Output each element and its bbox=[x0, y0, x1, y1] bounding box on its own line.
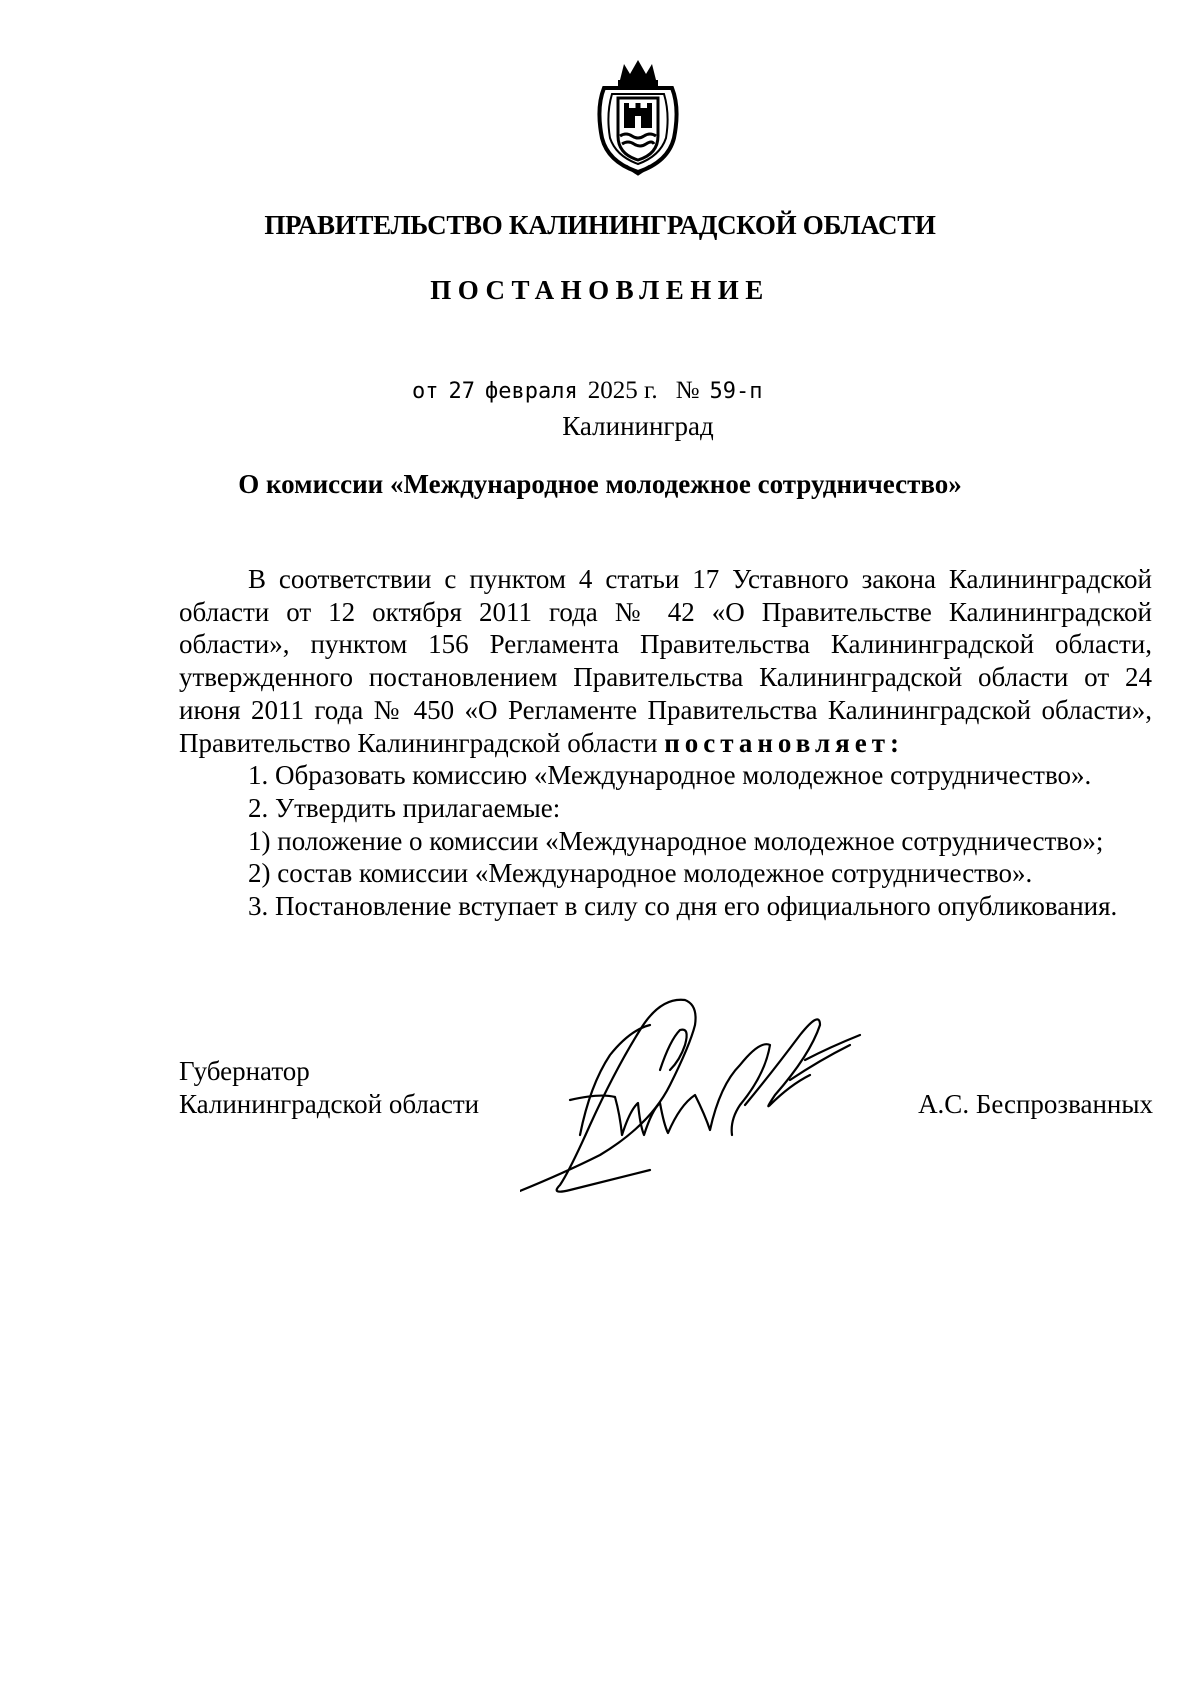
signatory-title-line1: Губернатор bbox=[179, 1056, 310, 1086]
list-item: 2) состав комиссии «Международное молодежное сотрудничество». bbox=[248, 858, 1033, 889]
signatory-title-line2: Калининградской области bbox=[179, 1088, 480, 1119]
document-type: ПОСТАНОВЛЕНИЕ bbox=[430, 275, 770, 305]
date-year: 2025 г. bbox=[587, 377, 658, 404]
intro-text: В соответствии с пунктом 4 статьи 17 Уставного закона Калининградской области от 12 октября 2011 года № 42 «О Правительстве Калининградской области», пунктом 156 Регламента Правительства Калининградской области, утвержденного постановлением Правительства Калининградской области от 24 июня 2011 года № 450 «О Регламенте Правительства Калининградской области», Правительство Калининградской области bbox=[179, 564, 1152, 758]
city: Калининград bbox=[562, 411, 714, 441]
list-item: 1) положение о комиссии «Международное молодежное сотрудничество»; bbox=[248, 825, 1104, 856]
document-number: 59-п bbox=[709, 379, 763, 404]
date-month: февраля bbox=[485, 379, 578, 404]
kaliningrad-coat-of-arms-icon bbox=[590, 58, 686, 176]
date-day: 27 bbox=[448, 379, 475, 404]
signatory-name: А.С. Беспрозванных bbox=[918, 1089, 1153, 1119]
date-line bbox=[412, 377, 763, 405]
document-body bbox=[179, 563, 1152, 923]
date-prefix: от bbox=[412, 379, 439, 404]
document-subject: О комиссии «Международное молодежное сотрудничество» bbox=[238, 469, 962, 499]
resolves-word: постановляет: bbox=[664, 727, 904, 758]
list-item: 1. Образовать комиссию «Международное молодежное сотрудничество». bbox=[248, 760, 1092, 791]
number-sign: № bbox=[675, 377, 700, 404]
list-item: 2. Утвердить прилагаемые: bbox=[248, 792, 561, 823]
intro-paragraph bbox=[179, 563, 1152, 759]
government-title: ПРАВИТЕЛЬСТВО КАЛИНИНГРАДСКОЙ ОБЛАСТИ bbox=[264, 210, 936, 240]
handwritten-signature-icon bbox=[520, 985, 920, 1215]
signatory-title bbox=[179, 1055, 479, 1120]
list-item: 3. Постановление вступает в силу со дня его официального опубликования. bbox=[248, 891, 1118, 922]
